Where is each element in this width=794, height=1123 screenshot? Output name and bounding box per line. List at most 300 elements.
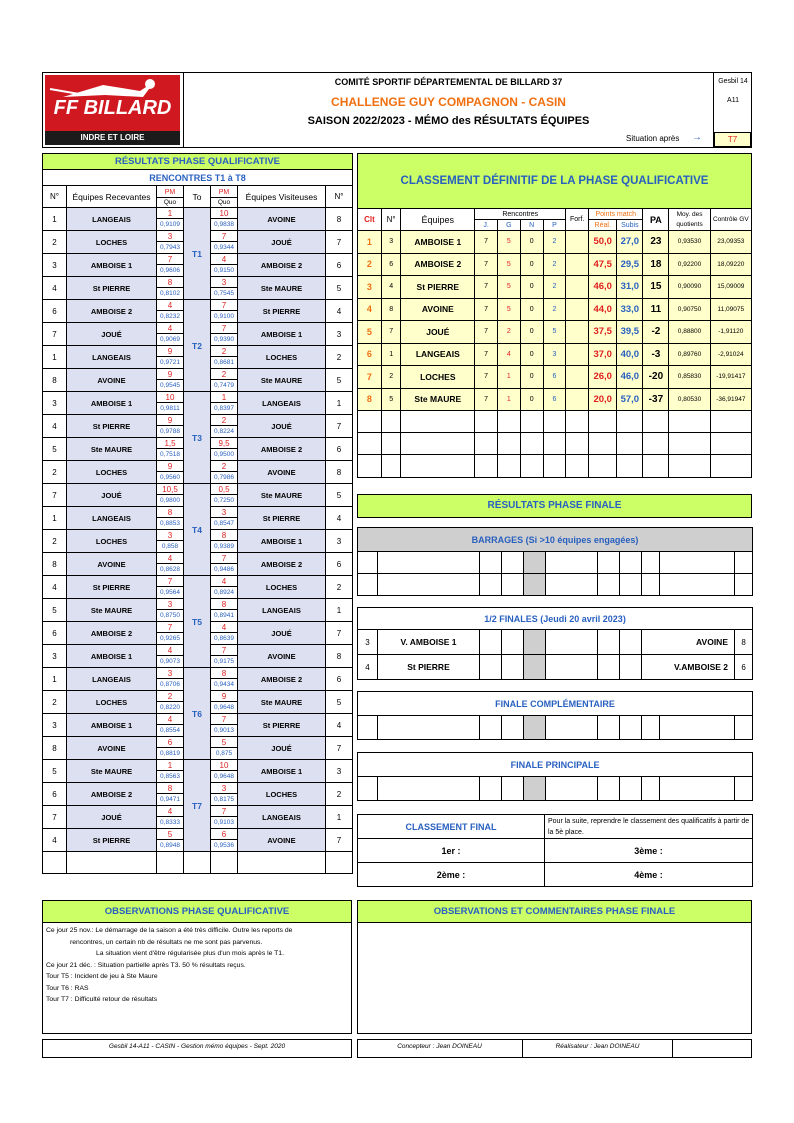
obs-line: rencontres, un certain nb de résultats ne me sont pas parvenus.: [70, 938, 263, 946]
home-pm: 5: [157, 829, 183, 840]
team-name: LOCHES: [401, 366, 475, 389]
home-team: St PIERRE: [67, 415, 157, 438]
home-no: 6: [43, 300, 67, 323]
p: 6: [543, 388, 566, 411]
home-pm: 8: [157, 783, 183, 794]
real: 37,0: [589, 343, 617, 366]
h-points: Points match: [589, 209, 643, 220]
clt: 6: [358, 343, 382, 366]
subis: 33,0: [617, 298, 643, 321]
home-team: AMBOISE 2: [67, 300, 157, 323]
away-quo: 0,8547: [214, 520, 234, 527]
away-pm: 8: [211, 599, 237, 610]
moy: 0,88800: [669, 321, 710, 344]
g: 1: [497, 366, 520, 389]
code2: A11: [727, 97, 739, 104]
col-pm: PM: [157, 187, 183, 198]
away-no: 6: [326, 668, 353, 691]
home-quo: 0,9073: [160, 658, 180, 665]
h-team: Équipes: [401, 209, 475, 231]
away-quo: 0,9103: [214, 819, 234, 826]
home-pm: 6: [157, 737, 183, 748]
home-quo: 0,9788: [160, 428, 180, 435]
place-2: 2ème :: [358, 863, 545, 887]
home-no: 5: [43, 599, 67, 622]
home-pm: 4: [157, 553, 183, 564]
home-quo: 0,9560: [160, 474, 180, 481]
code1: Gesbil 14: [718, 78, 748, 85]
table-row: [43, 668, 353, 691]
table-row: [43, 208, 353, 231]
home-pm: 10: [157, 392, 183, 403]
table-row-empty: [358, 411, 752, 433]
moy: 0,80530: [669, 388, 710, 411]
obs-line: Tour T7 : Difficulté retour de résultats: [46, 996, 158, 1003]
away-no: 8: [326, 461, 353, 484]
table-row-empty: [358, 455, 752, 478]
h-subis: Subis: [617, 220, 643, 231]
home-pm: 3: [157, 231, 183, 242]
away-team: AVOINE: [238, 645, 326, 668]
ctrl: -19,91417: [710, 366, 751, 389]
subis: 39,5: [617, 321, 643, 344]
away-pm: 6: [211, 829, 237, 840]
away-quo: 0,9648: [214, 773, 234, 780]
demi-title: 1/2 FINALES (Jeudi 20 avril 2023): [358, 608, 753, 630]
home-team: JOUÉ: [67, 484, 157, 507]
home-team: LOCHES: [67, 461, 157, 484]
moy: 0,92200: [669, 253, 710, 276]
home-no: 7: [43, 806, 67, 829]
away-team: LOCHES: [238, 576, 326, 599]
home-pm: 4: [157, 323, 183, 334]
clt: 8: [358, 388, 382, 411]
home-team: JOUÉ: [67, 806, 157, 829]
demi-team2: AVOINE: [642, 630, 735, 655]
away-no: 4: [326, 300, 353, 323]
team-no: 7: [381, 321, 401, 344]
pa: 18: [643, 253, 669, 276]
tour-label: T4: [184, 484, 211, 576]
away-pm: 5: [211, 737, 237, 748]
home-team: AMBOISE 1: [67, 392, 157, 415]
h-pa: PA: [643, 209, 669, 231]
home-quo: 0,8853: [160, 520, 180, 527]
home-no: 3: [43, 645, 67, 668]
real: 50,0: [589, 231, 617, 254]
home-pm: 3: [157, 599, 183, 610]
col-quo2: Quo: [217, 198, 231, 206]
h-real: Réal.: [589, 220, 617, 231]
team-name: AMBOISE 2: [401, 253, 475, 276]
away-no: 8: [326, 208, 353, 231]
away-no: 3: [326, 760, 353, 783]
away-pm: 4: [211, 576, 237, 587]
home-pm: 9: [157, 415, 183, 426]
pa: -37: [643, 388, 669, 411]
complementaire-title: FINALE COMPLÉMENTAIRE: [358, 692, 753, 716]
home-team: AMBOISE 2: [67, 622, 157, 645]
p: 2: [543, 298, 566, 321]
clt: 4: [358, 298, 382, 321]
home-team: Ste MAURE: [67, 438, 157, 461]
away-no: 5: [326, 484, 353, 507]
away-team: AMBOISE 1: [238, 323, 326, 346]
away-pm: 10: [211, 760, 237, 771]
home-team: LOCHES: [67, 231, 157, 254]
home-quo: 0,8554: [160, 727, 180, 734]
clt: 3: [358, 276, 382, 299]
home-no: 4: [43, 415, 67, 438]
team-name: JOUÉ: [401, 321, 475, 344]
home-team: Ste MAURE: [67, 599, 157, 622]
n: 0: [520, 321, 543, 344]
away-quo: 0,7986: [214, 474, 234, 481]
away-quo: 0,9486: [214, 566, 234, 573]
away-team: LOCHES: [238, 346, 326, 369]
away-team: LOCHES: [238, 783, 326, 806]
away-pm: 4: [211, 622, 237, 633]
home-no: 4: [43, 277, 67, 300]
home-pm: 9: [157, 369, 183, 380]
obs-line: Tour T6 : RAS: [46, 984, 89, 992]
away-pm: 8: [211, 668, 237, 679]
away-no: 8: [326, 645, 353, 668]
obs-line: Ce jour 25 nov.: Le démarrage de la saison a été très difficile. Outre les reports de: [46, 927, 293, 934]
real: 20,0: [589, 388, 617, 411]
away-quo: 0,9013: [214, 727, 234, 734]
away-team: JOUÉ: [238, 231, 326, 254]
table-row-empty: [43, 852, 353, 874]
home-pm: 8: [157, 507, 183, 518]
subis: 57,0: [617, 388, 643, 411]
home-quo: 0,9265: [160, 635, 180, 642]
table-row: [43, 300, 353, 323]
away-pm: 7: [211, 231, 237, 242]
away-pm: 8: [211, 530, 237, 541]
away-quo: 0,7479: [214, 382, 234, 389]
h-p: P: [543, 220, 566, 231]
h-g: G: [497, 220, 520, 231]
away-no: 1: [326, 806, 353, 829]
home-pm: 4: [157, 714, 183, 725]
table-row: [43, 392, 353, 415]
n: 0: [520, 388, 543, 411]
home-quo: 0,8333: [160, 819, 180, 826]
subis: 27,0: [617, 231, 643, 254]
home-pm: 7: [157, 254, 183, 265]
finale-title: RÉSULTATS PHASE FINALE: [357, 494, 752, 518]
finale-principale: [357, 752, 752, 801]
away-no: 1: [326, 599, 353, 622]
pa: -3: [643, 343, 669, 366]
n: 0: [520, 343, 543, 366]
demi-n1: 3: [358, 630, 378, 655]
col-no2: N°: [326, 186, 353, 208]
away-team: AMBOISE 2: [238, 668, 326, 691]
away-team: Ste MAURE: [238, 691, 326, 714]
away-no: 7: [326, 622, 353, 645]
p: 2: [543, 253, 566, 276]
home-pm: 7: [157, 576, 183, 587]
away-no: 1: [326, 392, 353, 415]
team-name: LANGEAIS: [401, 343, 475, 366]
pa: 11: [643, 298, 669, 321]
home-team: AMBOISE 1: [67, 254, 157, 277]
team-name: AMBOISE 1: [401, 231, 475, 254]
classement-final-title: CLASSEMENT FINAL: [358, 815, 545, 839]
away-pm: 7: [211, 806, 237, 817]
home-team: JOUÉ: [67, 323, 157, 346]
away-no: 4: [326, 507, 353, 530]
home-no: 1: [43, 346, 67, 369]
subis: 31,0: [617, 276, 643, 299]
home-no: 8: [43, 553, 67, 576]
away-team: AMBOISE 1: [238, 530, 326, 553]
j: 7: [475, 253, 498, 276]
away-team: AMBOISE 1: [238, 760, 326, 783]
away-quo: 0,9175: [214, 658, 234, 665]
p: 5: [543, 321, 566, 344]
barrages-title: BARRAGES (Si >10 équipes engagées): [358, 528, 753, 552]
home-quo: 0,9545: [160, 382, 180, 389]
away-quo: 0,8681: [214, 359, 234, 366]
real: 47,5: [589, 253, 617, 276]
away-quo: 0,8175: [214, 796, 234, 803]
classement-final-note: Pour la suite, reprendre le classement des qualificatifs à partir de la 5è place.: [545, 815, 753, 839]
away-no: 7: [326, 231, 353, 254]
home-no: 2: [43, 461, 67, 484]
home-no: 3: [43, 392, 67, 415]
away-pm: 3: [211, 783, 237, 794]
obs-final-box: [357, 900, 752, 1034]
away-team: LANGEAIS: [238, 392, 326, 415]
home-pm: 1: [157, 760, 183, 771]
away-pm: 2: [211, 346, 237, 357]
home-pm: 4: [157, 645, 183, 656]
away-pm: 7: [211, 645, 237, 656]
home-quo: 0,8220: [160, 704, 180, 711]
classement-row: [358, 298, 752, 321]
team-no: 5: [381, 388, 401, 411]
away-quo: 0,9648: [214, 704, 234, 711]
table-row: [43, 576, 353, 599]
home-pm: 9: [157, 346, 183, 357]
away-no: 5: [326, 691, 353, 714]
away-quo: 0,875: [215, 750, 233, 757]
home-no: 1: [43, 668, 67, 691]
ctrl: 11,09075: [710, 298, 751, 321]
away-team: JOUÉ: [238, 737, 326, 760]
clt: 5: [358, 321, 382, 344]
g: 1: [497, 388, 520, 411]
tour-label: T7: [184, 760, 211, 852]
clt: 7: [358, 366, 382, 389]
home-pm: 2: [157, 691, 183, 702]
season-title: SAISON 2022/2023 - MÉMO des RÉSULTATS ÉQUIPES: [307, 115, 590, 127]
home-no: 4: [43, 576, 67, 599]
classement-row: [358, 366, 752, 389]
away-team: AVOINE: [238, 461, 326, 484]
away-team: AMBOISE 2: [238, 254, 326, 277]
home-team: LOCHES: [67, 691, 157, 714]
subis: 46,0: [617, 366, 643, 389]
demi-team1: V. AMBOISE 1: [378, 630, 480, 655]
team-no: 1: [381, 343, 401, 366]
subis: 29,5: [617, 253, 643, 276]
home-pm: 4: [157, 300, 183, 311]
away-team: AVOINE: [238, 208, 326, 231]
home-no: 2: [43, 530, 67, 553]
j: 7: [475, 276, 498, 299]
col-home: Équipes Recevantes: [67, 186, 157, 208]
away-team: St PIERRE: [238, 300, 326, 323]
home-no: 1: [43, 507, 67, 530]
home-no: 8: [43, 369, 67, 392]
ctrl: 23,09353: [710, 231, 751, 254]
away-no: 7: [326, 737, 353, 760]
team-no: 6: [381, 253, 401, 276]
away-no: 2: [326, 783, 353, 806]
obs-line: Tour T5 : Incident de jeu à Ste Maure: [46, 973, 158, 980]
home-no: 5: [43, 760, 67, 783]
home-team: LANGEAIS: [67, 208, 157, 231]
away-pm: 9: [211, 691, 237, 702]
tour-label: T6: [184, 668, 211, 760]
home-team: AMBOISE 1: [67, 714, 157, 737]
home-quo: 0,9109: [160, 221, 180, 228]
classement-row: [358, 276, 752, 299]
logo-sub: INDRE ET LOIRE: [45, 131, 180, 145]
away-no: 5: [326, 277, 353, 300]
tour-label: T2: [184, 300, 211, 392]
home-pm: 1: [157, 208, 183, 219]
home-quo: 0,858: [161, 543, 179, 550]
subis: 40,0: [617, 343, 643, 366]
real: 46,0: [589, 276, 617, 299]
away-quo: 0,9389: [214, 543, 234, 550]
place-4: 4ème :: [545, 863, 753, 887]
col-no: N°: [43, 186, 67, 208]
team-no: 2: [381, 366, 401, 389]
home-pm: 10,5: [157, 484, 183, 495]
p: 2: [543, 276, 566, 299]
away-pm: 7: [211, 300, 237, 311]
away-quo: 0,9390: [214, 336, 234, 343]
home-quo: 0,9471: [160, 796, 180, 803]
home-team: LANGEAIS: [67, 668, 157, 691]
tour-label: T5: [184, 576, 211, 668]
home-quo: 0,8750: [160, 612, 180, 619]
away-no: 2: [326, 576, 353, 599]
pa: 15: [643, 276, 669, 299]
home-team: LANGEAIS: [67, 346, 157, 369]
moy: 0,89760: [669, 343, 710, 366]
demi-n2: 8: [735, 630, 753, 655]
home-quo: 0,8102: [160, 290, 180, 297]
footer-concepteur: Concepteur : Jean DOINEAU: [397, 1043, 482, 1050]
away-no: 3: [326, 323, 353, 346]
home-team: AVOINE: [67, 369, 157, 392]
h-no: N°: [381, 209, 401, 231]
away-quo: 0,9536: [214, 842, 234, 849]
away-pm: 2: [211, 461, 237, 472]
classement-final: [357, 814, 752, 887]
away-quo: 0,9838: [214, 221, 234, 228]
challenge-title: CHALLENGE GUY COMPAGNON - CASIN: [331, 95, 566, 109]
home-pm: 9: [157, 461, 183, 472]
ctrl: 15,09009: [710, 276, 751, 299]
away-no: 3: [326, 530, 353, 553]
home-no: 6: [43, 622, 67, 645]
demi-team2: V.AMBOISE 2: [642, 655, 735, 680]
home-quo: 0,9811: [160, 405, 180, 412]
classement-row: [358, 388, 752, 411]
home-team: AVOINE: [67, 737, 157, 760]
away-quo: 0,8639: [214, 635, 234, 642]
home-team: LANGEAIS: [67, 507, 157, 530]
h-forf: Forf.: [566, 209, 589, 231]
away-quo: 0,7250: [214, 497, 234, 504]
logo: [45, 75, 180, 145]
obs-qualif-box: [42, 900, 352, 1034]
home-no: 4: [43, 829, 67, 852]
pa: -2: [643, 321, 669, 344]
logo-main: FF BILLARD: [53, 97, 172, 119]
g: 5: [497, 298, 520, 321]
obs-final-title: OBSERVATIONS ET COMMENTAIRES PHASE FINALE: [358, 901, 751, 923]
away-no: 7: [326, 415, 353, 438]
home-team: St PIERRE: [67, 277, 157, 300]
home-quo: 0,8948: [160, 842, 180, 849]
away-team: Ste MAURE: [238, 277, 326, 300]
p: 6: [543, 366, 566, 389]
ctrl: 18,09220: [710, 253, 751, 276]
demi-section: [357, 607, 752, 680]
away-no: 6: [326, 438, 353, 461]
away-team: AMBOISE 2: [238, 553, 326, 576]
away-team: Ste MAURE: [238, 369, 326, 392]
committee-title: COMITÉ SPORTIF DÉPARTEMENTAL DE BILLARD 37: [334, 77, 563, 87]
rencontres-title: RENCONTRES T1 à T8: [43, 170, 353, 186]
obs-line: La situation vient d'être régularisée plus d'un mois après le T1.: [96, 950, 284, 957]
away-team: St PIERRE: [238, 714, 326, 737]
place-1: 1er :: [358, 839, 545, 863]
team-no: 4: [381, 276, 401, 299]
col-to: To: [184, 186, 211, 208]
g: 4: [497, 343, 520, 366]
away-no: 6: [326, 254, 353, 277]
away-quo: 0,8941: [214, 612, 234, 619]
home-quo: 0,8706: [160, 681, 180, 688]
col-away: Équipes Visiteuses: [238, 186, 326, 208]
away-team: St PIERRE: [238, 507, 326, 530]
table-row-empty: [358, 433, 752, 455]
n: 0: [520, 298, 543, 321]
home-team: St PIERRE: [67, 576, 157, 599]
home-pm: 3: [157, 668, 183, 679]
home-team: AMBOISE 1: [67, 645, 157, 668]
moy: 0,85830: [669, 366, 710, 389]
moy: 0,93530: [669, 231, 710, 254]
real: 26,0: [589, 366, 617, 389]
obs-qualif-title: OBSERVATIONS PHASE QUALIFICATIVE: [43, 901, 351, 923]
n: 0: [520, 366, 543, 389]
away-no: 4: [326, 714, 353, 737]
table-row: [43, 760, 353, 783]
home-quo: 0,8628: [160, 566, 180, 573]
moy: 0,90090: [669, 276, 710, 299]
